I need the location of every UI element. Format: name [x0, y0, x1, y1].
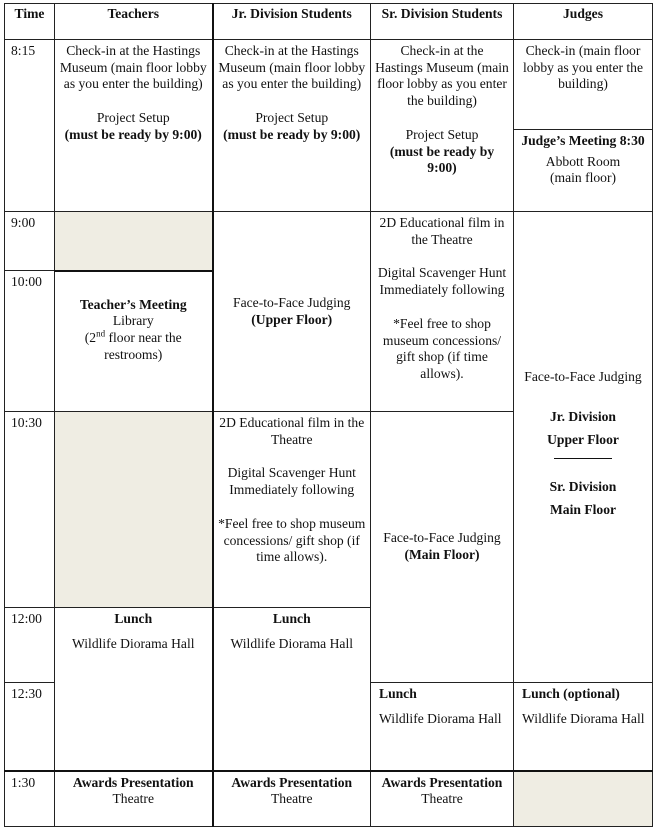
judges-sr-floor: Main Floor: [549, 502, 617, 518]
sr-film-title: 2D Educational film in the Theatre: [379, 215, 505, 247]
jr-film-cell: [213, 412, 371, 608]
judges-checkin-cell: [514, 40, 653, 130]
time-1200: 12:00: [5, 608, 55, 683]
header-time: Time: [5, 4, 55, 40]
judges-lunch-place: Wildlife Diorama Hall: [522, 710, 645, 726]
jr-lunch-cell: [213, 608, 371, 771]
row-900: [5, 212, 653, 271]
judges-jr-title: Jr. Division: [550, 408, 616, 424]
teachers-awards-cell: [55, 771, 213, 827]
jr-awards: Awards Presentation Theatre: [231, 774, 353, 807]
teachers-awards: Awards Presentation Theatre: [72, 774, 194, 807]
judges-meeting-cell: [514, 130, 653, 212]
judges-jr-floor: Upper Floor: [547, 431, 619, 447]
sr-lunch-cell: [371, 683, 514, 771]
sr-checkin-cell: [371, 40, 514, 212]
sr-film-shop: *Feel free to shop museum concessions/ gift shop (if time allows).: [382, 315, 502, 382]
teachers-checkin-cell: [55, 40, 213, 212]
sr-awards-cell: [371, 771, 514, 827]
time-1030: 10:30: [5, 412, 55, 608]
jr-checkin-cell: [213, 40, 371, 212]
teachers-1030-empty: [55, 412, 213, 608]
teachers-900-empty: [55, 212, 213, 271]
jr-film-shop: *Feel free to shop museum concessions/ gift shop (if time allows).: [218, 515, 366, 565]
judges-meeting-floor: (main floor): [549, 170, 617, 186]
judges-checkin: Check-in (main floor lobby as you enter the building): [522, 43, 644, 92]
row-815: [5, 40, 653, 130]
jr-lunch-title: Lunch: [272, 611, 311, 626]
judges-judging-cell: [514, 212, 653, 683]
judges-meeting-title: Judge’s Meeting 8:30: [521, 133, 645, 148]
sr-film-cell: [371, 212, 514, 412]
sr-f2f-label: Face-to-Face Judging: [383, 530, 501, 546]
sr-setup-note: (must be ready by 9:00): [389, 143, 495, 176]
teachers-checkin: Check-in at the Hastings Museum (main floor lobby as you enter the building): [59, 43, 207, 92]
judges-lunch-cell: [514, 683, 653, 771]
judges-lunch-title: Lunch (optional): [522, 686, 620, 701]
jr-setup-note: (must be ready by 9:00): [223, 126, 361, 142]
schedule-table: [4, 3, 653, 827]
sr-setup-title: Project Setup: [405, 126, 479, 142]
header-sr-students: Sr. Division Students: [371, 4, 514, 40]
sr-awards-place: Theatre: [421, 791, 463, 807]
teachers-meeting-floor: (2nd floor near the restrooms): [84, 328, 182, 362]
time-130: 1:30: [5, 771, 55, 827]
sr-lunch-title: Lunch: [379, 686, 417, 701]
jr-setup-title: Project Setup: [255, 110, 329, 126]
time-1230: 12:30: [5, 683, 55, 771]
judges-awards-empty: [514, 771, 653, 827]
jr-f2f-where: (Upper Floor): [251, 311, 333, 327]
sr-checkin: Check-in at the Hastings Museum (main floor lobby as you enter the building): [375, 43, 509, 109]
judges-meeting-room: Abbott Room: [545, 153, 621, 169]
judges-sr-title: Sr. Division: [549, 479, 617, 495]
jr-f2f-label: Face-to-Face Judging: [233, 294, 351, 310]
jr-film-title: 2D Educational film in the Theatre: [219, 415, 365, 447]
teachers-meeting-cell: [55, 271, 213, 412]
sr-awards-title: Awards Presentation: [381, 774, 503, 790]
teachers-lunch-title: Lunch: [114, 611, 153, 626]
jr-f2f-upper-cell: [213, 212, 371, 412]
time-1000: 10:00: [5, 271, 55, 412]
teachers-lunch-cell: [55, 608, 213, 771]
time-900: 9:00: [5, 212, 55, 271]
teachers-lunch-place: Wildlife Diorama Hall: [71, 635, 195, 651]
teachers-meeting-room: Library: [112, 313, 154, 329]
judges-divider: [554, 458, 612, 459]
sr-f2f-where: (Main Floor): [404, 547, 480, 562]
header-jr-students: Jr. Division Students: [213, 4, 371, 40]
header-teachers: Teachers: [55, 4, 213, 40]
sr-lunch-place: Wildlife Diorama Hall: [379, 710, 502, 726]
teachers-setup-title: Project Setup: [96, 110, 170, 126]
header-row: [5, 4, 653, 40]
judges-judging-label: Face-to-Face Judging: [524, 369, 642, 385]
jr-lunch-place: Wildlife Diorama Hall: [230, 635, 353, 651]
teachers-meeting-title: Teacher’s Meeting: [79, 296, 187, 312]
jr-checkin: Check-in at the Hastings Museum (main floor lobby as you enter the building): [218, 43, 366, 92]
row-130: [5, 771, 653, 827]
header-judges: Judges: [514, 4, 653, 40]
jr-film-hunt: Digital Scavenger Hunt Immediately following: [227, 465, 356, 498]
sr-film-hunt: Digital Scavenger Hunt Immediately following: [377, 265, 507, 298]
sr-f2f-main-cell: [371, 412, 514, 683]
time-815: 8:15: [5, 40, 55, 212]
teachers-setup-note: (must be ready by 9:00): [64, 126, 202, 142]
jr-awards-cell: [213, 771, 371, 827]
